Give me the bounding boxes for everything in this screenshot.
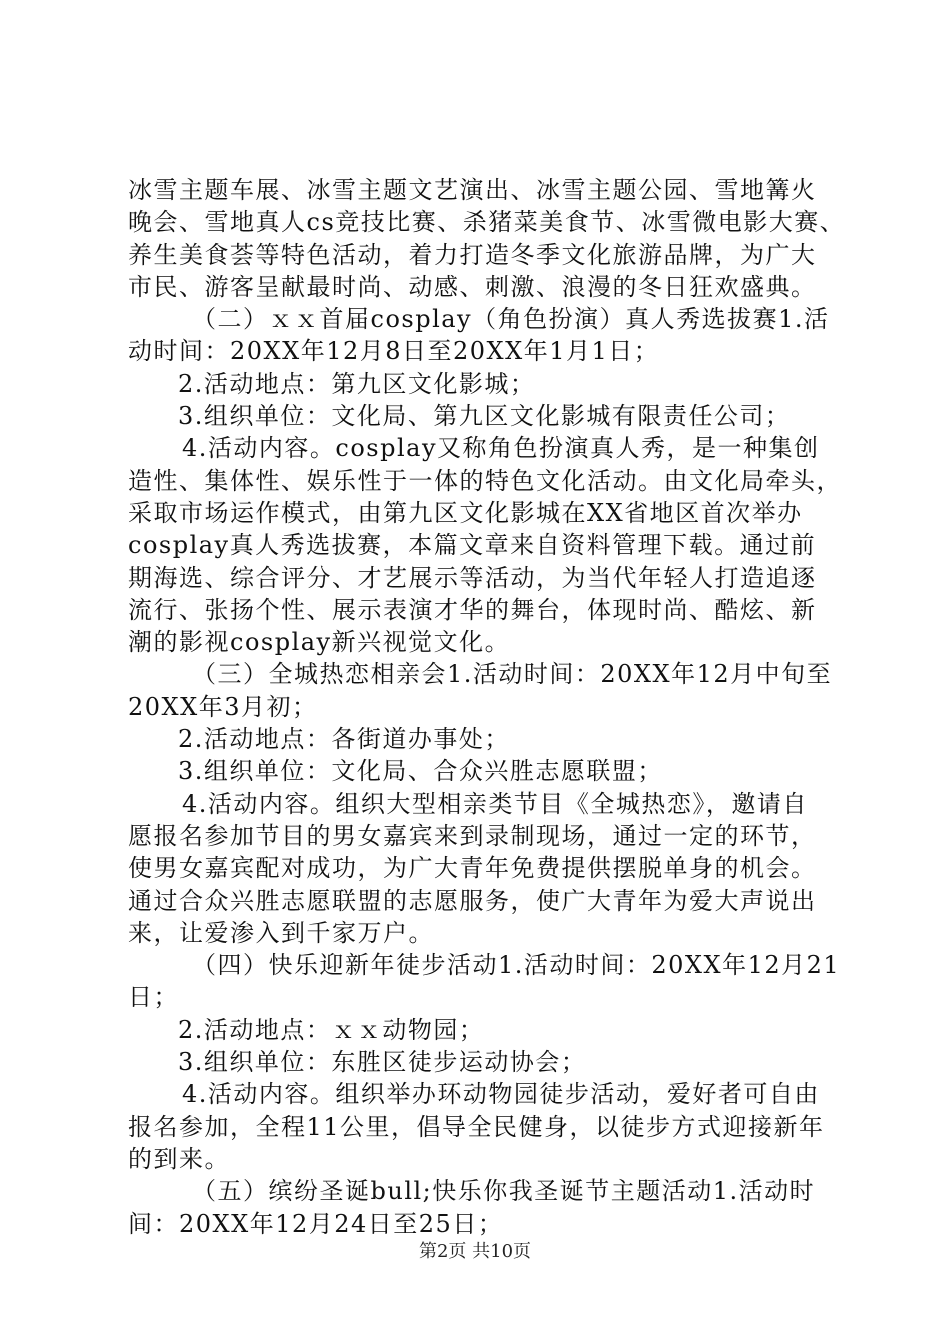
document-body (128, 174, 846, 1240)
text-line: 2.活动地点：ｘｘ动物园； (178, 1015, 485, 1044)
text-line: 市民、游客呈献最时尚、动感、刺激、浪漫的冬日狂欢盛典。 (128, 272, 817, 301)
page-footer: 第2页 共10页 (418, 1241, 532, 1262)
text-line: （二）ｘｘ首届cosplay（角色扮演）真人秀选拔赛1.活 (192, 305, 830, 334)
text-line: 晚会、雪地真人cs竞技比赛、杀猪菜美食节、冰雪微电影大赛、 (128, 208, 846, 237)
text-line: 愿报名参加节目的男女嘉宾来到录制现场，通过一定的环节， (128, 821, 817, 850)
text-line: 3.组织单位：文化局、第九区文化影城有限责任公司； (178, 402, 791, 431)
text-line: 期海选、综合评分、才艺展示等活动，为当代年轻人打造追逐 (128, 563, 817, 592)
text-line: 采取市场运作模式，由第九区文化影城在XX省地区首次举办 (128, 498, 803, 527)
text-line: 4.活动内容。组织举办环动物园徒步活动，爱好者可自由 (182, 1080, 820, 1109)
text-line: 通过合众兴胜志愿联盟的志愿服务，使广大青年为爱大声说出 (128, 886, 817, 915)
text-line: 潮的影视cosplay新兴视觉文化。 (128, 628, 511, 657)
text-line: 报名参加，全程11公里，倡导全民健身，以徒步方式迎接新年 (128, 1112, 825, 1141)
text-line: 20XX年3月初； (128, 692, 318, 721)
text-line: 流行、张扬个性、展示表演才华的舞台，体现时尚、酷炫、新 (128, 595, 817, 624)
text-line: 养生美食荟等特色活动，着力打造冬季文化旅游品牌，为广大 (128, 240, 817, 269)
text-line: 来，让爱渗入到千家万户。 (128, 918, 434, 947)
text-line: 2.活动地点：各街道办事处； (178, 725, 510, 754)
text-line: 间：20XX年12月24日至25日； (128, 1209, 504, 1238)
text-line: 动时间：20XX年12月8日至20XX年1月1日； (128, 337, 660, 366)
text-line: 2.活动地点：第九区文化影城； (178, 369, 536, 398)
text-line: 的到来。 (128, 1144, 230, 1173)
text-line: 造性、集体性、娱乐性于一体的特色文化活动。由文化局牵头， (128, 466, 842, 495)
text-line: （五）缤纷圣诞bull;快乐你我圣诞节主题活动1.活动时 (192, 1177, 816, 1206)
text-line: 4.活动内容。cosplay又称角色扮演真人秀，是一种集创 (182, 434, 820, 463)
text-line: 4.活动内容。组织大型相亲类节目《全城热恋》，邀请自 (182, 789, 808, 818)
text-line: （三）全城热恋相亲会1.活动时间：20XX年12月中旬至 (192, 660, 833, 689)
text-line: 使男女嘉宾配对成功，为广大青年免费提供摆脱单身的机会。 (128, 854, 817, 883)
text-line: （四）快乐迎新年徒步活动1.活动时间：20XX年12月21 (192, 951, 841, 980)
text-line: cosplay真人秀选拔赛，本篇文章来自资料管理下载。通过前 (128, 531, 817, 560)
text-line: 3.组织单位：文化局、合众兴胜志愿联盟； (178, 757, 663, 786)
text-line: 冰雪主题车展、冰雪主题文艺演出、冰雪主题公园、雪地篝火 (128, 176, 817, 204)
text-line: 日； (128, 983, 179, 1012)
text-line: 3.组织单位：东胜区徒步运动协会； (178, 1048, 587, 1077)
